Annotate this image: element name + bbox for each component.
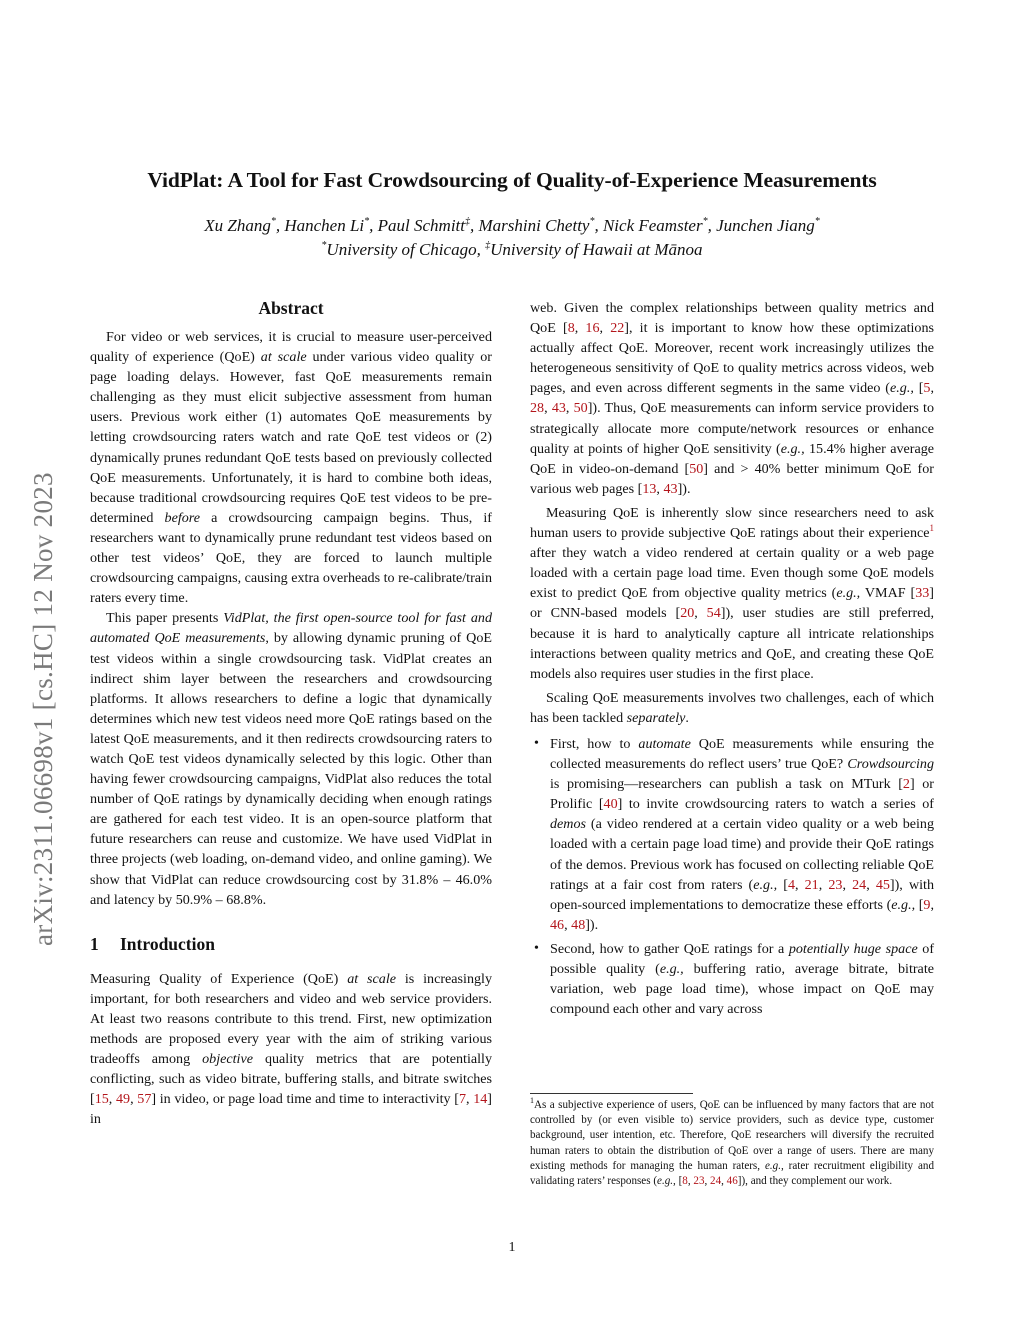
emphasis: e.g.,: [753, 876, 778, 893]
bullet-icon: •: [534, 735, 539, 751]
citation-link[interactable]: 24: [852, 876, 867, 893]
text-run: ,: [866, 876, 876, 893]
citation-link[interactable]: 46: [550, 916, 565, 933]
paragraph: [530, 688, 934, 728]
emphasis: e.g.,: [836, 585, 861, 602]
paragraph: [90, 969, 492, 1130]
citation-link[interactable]: 50: [573, 400, 588, 417]
text-run: This paper presents: [106, 610, 224, 627]
text-run: ,: [721, 1175, 727, 1188]
footnote-ref-link[interactable]: 1: [929, 523, 934, 534]
text-run: ], it is important to know how these optimizations actually affect QoE. Moreover, recent work increasingly utilizes the heterogeneous sensitivity of QoE to quality metrics across videos, web pages, and even across different segments in the same video (: [530, 320, 935, 397]
citation-link[interactable]: 45: [875, 876, 890, 893]
text-run: ] to invite crowdsourcing raters to watch a series of: [617, 796, 934, 813]
text-run: (a video rendered at a certain video quality or a web being loaded with a certain page load time) and provide their QoE ratings of the demos. Previous work has focused on collecting reliable QoE ratings at a fair cost from raters (: [550, 816, 934, 893]
text-run: is increasingly important, for both researchers and video and web service providers. At least two reasons contribute to this trend. First, new optimization methods are proposed every year with the aim of striking various tradeoffs among: [90, 970, 493, 1068]
list-item-text: [550, 734, 934, 935]
citation-link[interactable]: 15: [94, 1091, 109, 1108]
text-run: ,: [599, 320, 611, 337]
affiliation-mark: *: [364, 216, 370, 227]
emphasis: automate: [638, 735, 691, 752]
citation-link[interactable]: 5: [923, 380, 931, 397]
introduction-heading: [90, 934, 492, 955]
separator: ,: [594, 216, 603, 235]
citation-link[interactable]: 23: [828, 876, 843, 893]
separator: ,: [369, 216, 378, 235]
affiliation-mark: ‡: [465, 216, 470, 227]
emphasis: e.g.,: [890, 380, 914, 397]
author-name: Nick Feamster: [602, 216, 703, 235]
citation-link[interactable]: 50: [689, 460, 704, 477]
text-run: ]), user studies are still preferred, because it is hard to analytically capture all intricate relationships interactions between quality metrics and QoE, and creating these QoE models also requires user studies in the first place.: [530, 605, 935, 682]
text-run: ,: [574, 320, 586, 337]
text-run: ,: [130, 1091, 138, 1108]
footnote-rule: [530, 1093, 693, 1094]
affiliation-mark: *: [814, 216, 820, 227]
text-run: is promising—researchers can publish a task on MTurk [: [550, 776, 903, 793]
abstract-body: [90, 327, 492, 910]
emphasis: e.g.,: [659, 961, 684, 977]
text-run: a crowdsourcing campaign begins. Thus, if researchers want to dynamically prune redundant test videos based on other test videos’ QoE, they are forced to launch multiple crowdsourcing campaigns, causing extra overheads to re-calibrate/train raters every time.: [90, 509, 492, 607]
author-block: [0, 214, 1024, 262]
citation-link[interactable]: 20: [680, 605, 695, 622]
text-run: ] in video, or page load time and time to interactivity [: [151, 1091, 459, 1108]
text-run: 15.4% higher average QoE in video-on-demand [: [530, 440, 934, 477]
challenge-list: [530, 734, 934, 1019]
text-run: ]), with open-sourced implementations to democratize these efforts (: [550, 876, 935, 913]
citation-link[interactable]: 43: [663, 480, 678, 497]
citation-link[interactable]: 9: [923, 896, 931, 913]
text-run: ] and > 40% better minimum QoE for various web pages [: [530, 460, 934, 497]
text-run: buffering ratio, average bitrate, bitrate variation, web page load time), whose impact on QoE may compound each other and vary across: [550, 961, 934, 1018]
page-number: 1: [508, 1240, 516, 1255]
separator: ,: [470, 216, 479, 235]
text-run: ] or Prolific [: [550, 776, 934, 813]
intro-body-right: [530, 298, 934, 728]
emphasis: separately: [626, 709, 686, 726]
citation-link[interactable]: 33: [915, 585, 930, 602]
citation-link[interactable]: 54: [706, 605, 721, 622]
text-run: ,: [704, 1175, 711, 1188]
text-run: Measuring Quality of Experience (QoE): [90, 970, 348, 987]
text-run: rater recruitment eligibility and validating raters’ responses (: [530, 1159, 935, 1188]
text-run: ]). Thus, QoE measurements can inform service providers to strategically allocate more compute/network resources or enhance quality at points of higher QoE sensitivity (: [530, 400, 935, 457]
citation-link[interactable]: 49: [115, 1091, 131, 1108]
separator: ,: [275, 216, 285, 235]
citation-link[interactable]: 2: [902, 776, 910, 793]
emphasis: objective: [202, 1051, 253, 1068]
citation-link[interactable]: 43: [551, 400, 566, 417]
citation-link[interactable]: 24: [710, 1175, 722, 1188]
arxiv-stamp: arXiv:2311.06698v1 [cs.HC] 12 Nov 2023: [28, 472, 58, 946]
text-run: [: [777, 876, 788, 893]
author-name: Xu Zhang: [204, 216, 271, 235]
text-run: under various video quality or page loading delays. However, fast QoE measurements remain challenging as they must elicit subjective assessment from human users. Previous work either (1) automates QoE measurements by letting crowdsourcing raters watch and rate QoE test videos or (2) dynamically prunes redundant QoE tests based on previously collected QoE measurements. Unfortunately, it is hard to combine both ideas, because traditional crowdsourcing requires QoE test videos to be pre-determined: [90, 349, 492, 526]
text-run: quality metrics that are potentially conflicting, such as video bitrate, buffering stalls, and bitrate switches [: [90, 1051, 492, 1108]
text-run: ]), and they complement our work.: [737, 1175, 893, 1188]
affiliation-mark: *: [702, 216, 708, 227]
text-run: ,: [694, 605, 707, 622]
footnote: [530, 1098, 934, 1189]
author-name: Marshini Chetty: [478, 216, 590, 235]
emphasis: before: [164, 509, 201, 526]
text-run: ,: [108, 1091, 116, 1108]
separator: ,: [476, 240, 486, 259]
citation-link[interactable]: 7: [458, 1091, 467, 1108]
text-run: [: [915, 896, 924, 913]
author-name: Junchen Jiang: [716, 216, 815, 235]
citation-link[interactable]: 28: [530, 400, 545, 417]
citation-link[interactable]: 16: [585, 320, 600, 337]
affiliation-mark: *: [321, 240, 327, 251]
citation-link[interactable]: 57: [137, 1091, 152, 1108]
text-run: ,: [564, 916, 572, 933]
citation-link[interactable]: 48: [571, 916, 586, 933]
right-column: [530, 298, 934, 1023]
text-run: ,: [466, 1091, 474, 1108]
emphasis: at scale: [347, 970, 396, 987]
citation-link[interactable]: 22: [610, 320, 625, 337]
emphasis: e.g.,: [657, 1175, 676, 1188]
affiliation-mark: *: [589, 216, 595, 227]
text-run: For video or web services, it is crucial to measure user-perceived quality of experience (QoE): [90, 329, 492, 366]
emphasis: demos: [550, 816, 587, 833]
text-run: ,: [842, 876, 853, 893]
text-run: ,: [818, 876, 829, 893]
text-run: ,: [930, 380, 934, 397]
section-number: 1: [90, 933, 99, 954]
author-list: [0, 214, 1024, 238]
citation-link[interactable]: 21: [804, 876, 819, 893]
paragraph: [90, 327, 492, 608]
emphasis: potentially huge space: [788, 940, 918, 957]
paragraph-continued: [530, 298, 934, 499]
text-run: Measuring QoE is inherently slow since researchers need to ask human users to provide subjective QoE ratings about their experience: [530, 504, 934, 542]
intro-body-left: [90, 969, 492, 1130]
text-run: As a subjective experience of users, QoE can be influenced by many factors that are not controlled by (or even visible to) service providers, such as device type, customer background, user intention, etc. Therefore, QoE researchers will diversify the recruited human raters to obtain the distribution of QoE over a range of users. There are many existing methods for managing the human raters,: [530, 1099, 934, 1172]
citation-link[interactable]: 46: [726, 1175, 738, 1188]
text-run: of possible quality (: [550, 940, 935, 977]
text-run: [: [675, 1175, 683, 1188]
emphasis: e.g.,: [764, 1159, 784, 1172]
text-run: ,: [687, 1175, 694, 1188]
left-column: [90, 298, 492, 1129]
author-name: Hanchen Li: [284, 216, 365, 235]
text-run: ]).: [585, 916, 599, 933]
bullet-icon: •: [534, 940, 539, 956]
abstract-heading: Abstract: [258, 298, 324, 318]
citation-link[interactable]: 40: [603, 796, 618, 813]
paragraph: [530, 503, 934, 684]
text-run: ,: [544, 400, 552, 417]
text-run: QoE measurements while ensuring the collected measurements do reflect users’ true QoE?: [550, 735, 934, 773]
text-run: ,: [565, 400, 574, 417]
emphasis: e.g.,: [891, 896, 916, 913]
affiliation-list: [0, 238, 1024, 262]
paper-title: VidPlat: A Tool for Fast Crowdsourcing of Quality-of-Experience Measurements: [147, 168, 877, 192]
affiliation-name: University of Chicago: [326, 240, 477, 259]
text-run: ,: [794, 876, 805, 893]
citation-link[interactable]: 13: [642, 480, 657, 497]
text-run: ] or CNN-based models [: [530, 585, 934, 622]
list-item: [530, 939, 934, 1019]
citation-link[interactable]: 4: [787, 876, 795, 893]
footnote-mark: 1: [530, 1096, 534, 1105]
text-run: ,: [930, 896, 934, 913]
text-run: ]).: [677, 480, 691, 497]
text-run: web. Given the complex relationships between quality metrics and QoE [: [530, 300, 934, 337]
text-run: Scaling QoE measurements involves two challenges, each of which has been tackled: [530, 689, 934, 726]
citation-link[interactable]: 8: [567, 320, 575, 337]
citation-link[interactable]: 23: [693, 1175, 705, 1188]
text-run: ] in: [90, 1091, 492, 1128]
list-item: [530, 734, 934, 935]
section-title: Introduction: [120, 933, 215, 954]
emphasis: VidPlat, the first open-source tool for fast and automated QoE measurements: [90, 610, 492, 647]
emphasis: at scale: [260, 349, 307, 366]
affiliation-mark: ‡: [485, 240, 491, 251]
separator: ,: [707, 216, 717, 235]
text-run: Second, how to gather QoE ratings for a: [550, 940, 789, 957]
text-run: .: [685, 709, 689, 726]
list-item-text: [550, 939, 934, 1019]
text-run: after they watch a video rendered at certain quality or a web page loaded with a certain page load time. Even though some QoE models exist to predict QoE from objective quality metrics (: [530, 545, 934, 602]
text-run: First, how to: [550, 735, 639, 752]
citation-link[interactable]: 8: [682, 1175, 688, 1188]
emphasis: e.g.,: [780, 440, 805, 457]
citation-link[interactable]: 14: [473, 1091, 488, 1108]
affiliation-mark: *: [270, 216, 276, 227]
text-run: ,: [656, 480, 664, 497]
affiliation-name: University of Hawaii at Mānoa: [490, 240, 703, 259]
text-run: [: [913, 380, 924, 397]
text-run: VMAF [: [860, 585, 916, 602]
emphasis: Crowdsourcing: [847, 756, 934, 773]
text-run: , by allowing dynamic pruning of QoE test videos within a single crowdsourcing task. VidPlat creates an indirect shim layer between the researchers and crowdsourcing platforms. It allows researchers to define a logic that dynamically determines which new test videos need more QoE ratings based on the latest QoE measurements, and it then redirects crowdsourcing raters to watch QoE test videos dynamically selected by this logic. Other than having fewer crowdsourcing campaigns, VidPlat also reduces the total number of QoE ratings by dynamically deciding when enough ratings are gathered for each test video. It is an open-source platform that future researchers can reuse and customize. We have used VidPlat in three projects (web loading, on-demand video, and online gaming). We show that VidPlat can reduce crowdsourcing cost by 31.8% – 46.0% and latency by 50.9% – 68.8%.: [90, 630, 492, 908]
paragraph: [90, 608, 492, 909]
author-name: Paul Schmitt: [377, 216, 465, 235]
